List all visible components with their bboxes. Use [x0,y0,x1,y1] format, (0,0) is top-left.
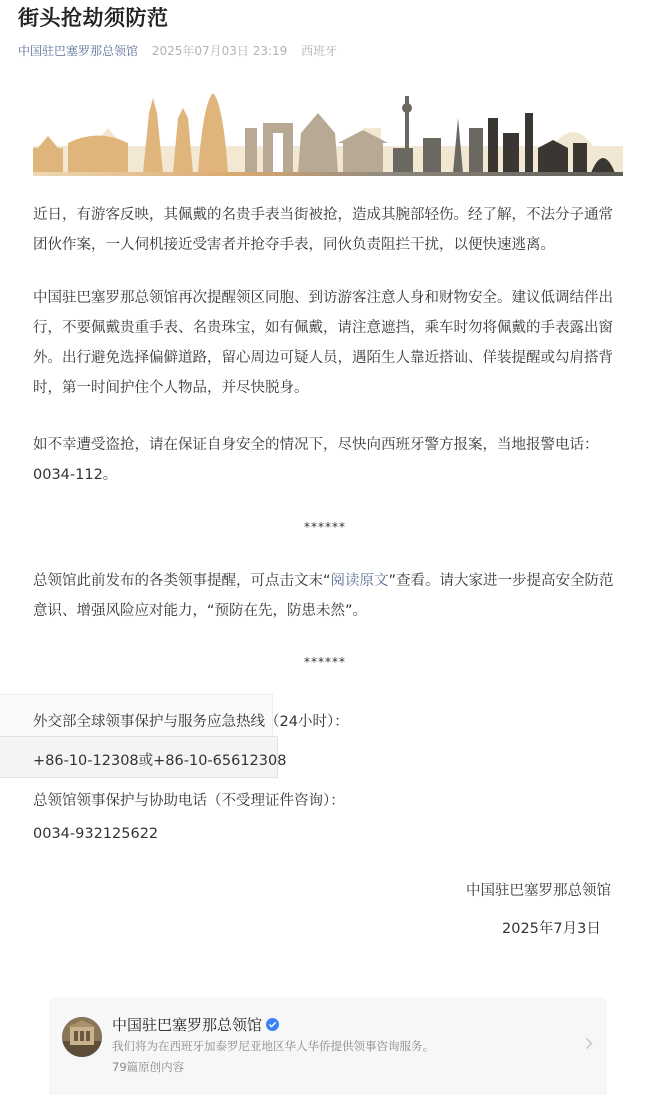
account-profile-card[interactable] [49,997,607,1095]
publish-location: 西班牙 [301,44,338,58]
author-link[interactable]: 中国驻巴塞罗那总领馆 [18,44,139,58]
consulate-phone-number[interactable]: 0034-932125622 [33,826,159,842]
skyline-banner-image [33,88,623,176]
account-description: 我们将为在西班牙加泰罗尼亚地区华人华侨提供领事咨询服务。 [112,1039,434,1053]
paragraph-advice: 中国驻巴塞罗那总领馆再次提醒领区同胞、到访游客注意人身和财物安全。建议低调结伴出行，不要佩戴贵重手表、名贵珠宝，如有佩戴，请注意遮挡，乘车时勿将佩戴的手表露出窗外。出行避免选择偏僻道路，留心周边可疑人员，遇陌生人靠近搭讪、佯装提醒或勾肩搭背时，第一时间护住个人物品，并尽快脱身。 [33,290,613,396]
consulate-phone-label: 总领馆领事保护与协助电话（不受理证件咨询）： [33,793,345,809]
verified-badge-icon [266,1018,279,1031]
article-meta [18,42,347,59]
hotline-numbers[interactable]: +86-10-12308或+86-10-65612308 [33,753,287,769]
paragraph-read-more: 总领馆此前发布的各类领事提醒，可点击文末“阅读原文”查看。请大家进一步提高安全防范意识、增强风险应对能力，“预防在先，防患未然”。 [33,573,614,619]
read-original-link[interactable]: 阅读原文 [330,573,389,589]
separator: ****** [304,655,346,669]
publish-datetime: 2025年07月03日 23:19 [151,44,288,58]
account-avatar[interactable] [62,1017,102,1057]
separator: ****** [304,520,346,534]
signature-date: 2025年7月3日 [502,921,601,937]
signature-org: 中国驻巴塞罗那总领馆 [466,883,611,899]
paragraph-incident: 近日，有游客反映，其佩戴的名贵手表当街被抢，造成其腕部轻伤。经了解，不法分子通常团伙作案，一人伺机接近受害者并抢夺手表，同伙负责阻拦干扰，以便快速逃离。 [33,207,613,253]
article-title: 街头抢劫须防范 [18,6,169,30]
account-name[interactable]: 中国驻巴塞罗那总领馆 [112,1014,279,1035]
paragraph-report: 如不幸遭受盗抢，请在保证自身安全的情况下，尽快向西班牙警方报案，当地报警电话：0034-112。 [33,437,599,483]
original-content-count: 79篇原创内容 [112,1060,185,1074]
chevron-right-icon[interactable] [585,1037,593,1050]
hotline-label: 外交部全球领事保护与服务应急热线（24小时）： [33,714,349,730]
